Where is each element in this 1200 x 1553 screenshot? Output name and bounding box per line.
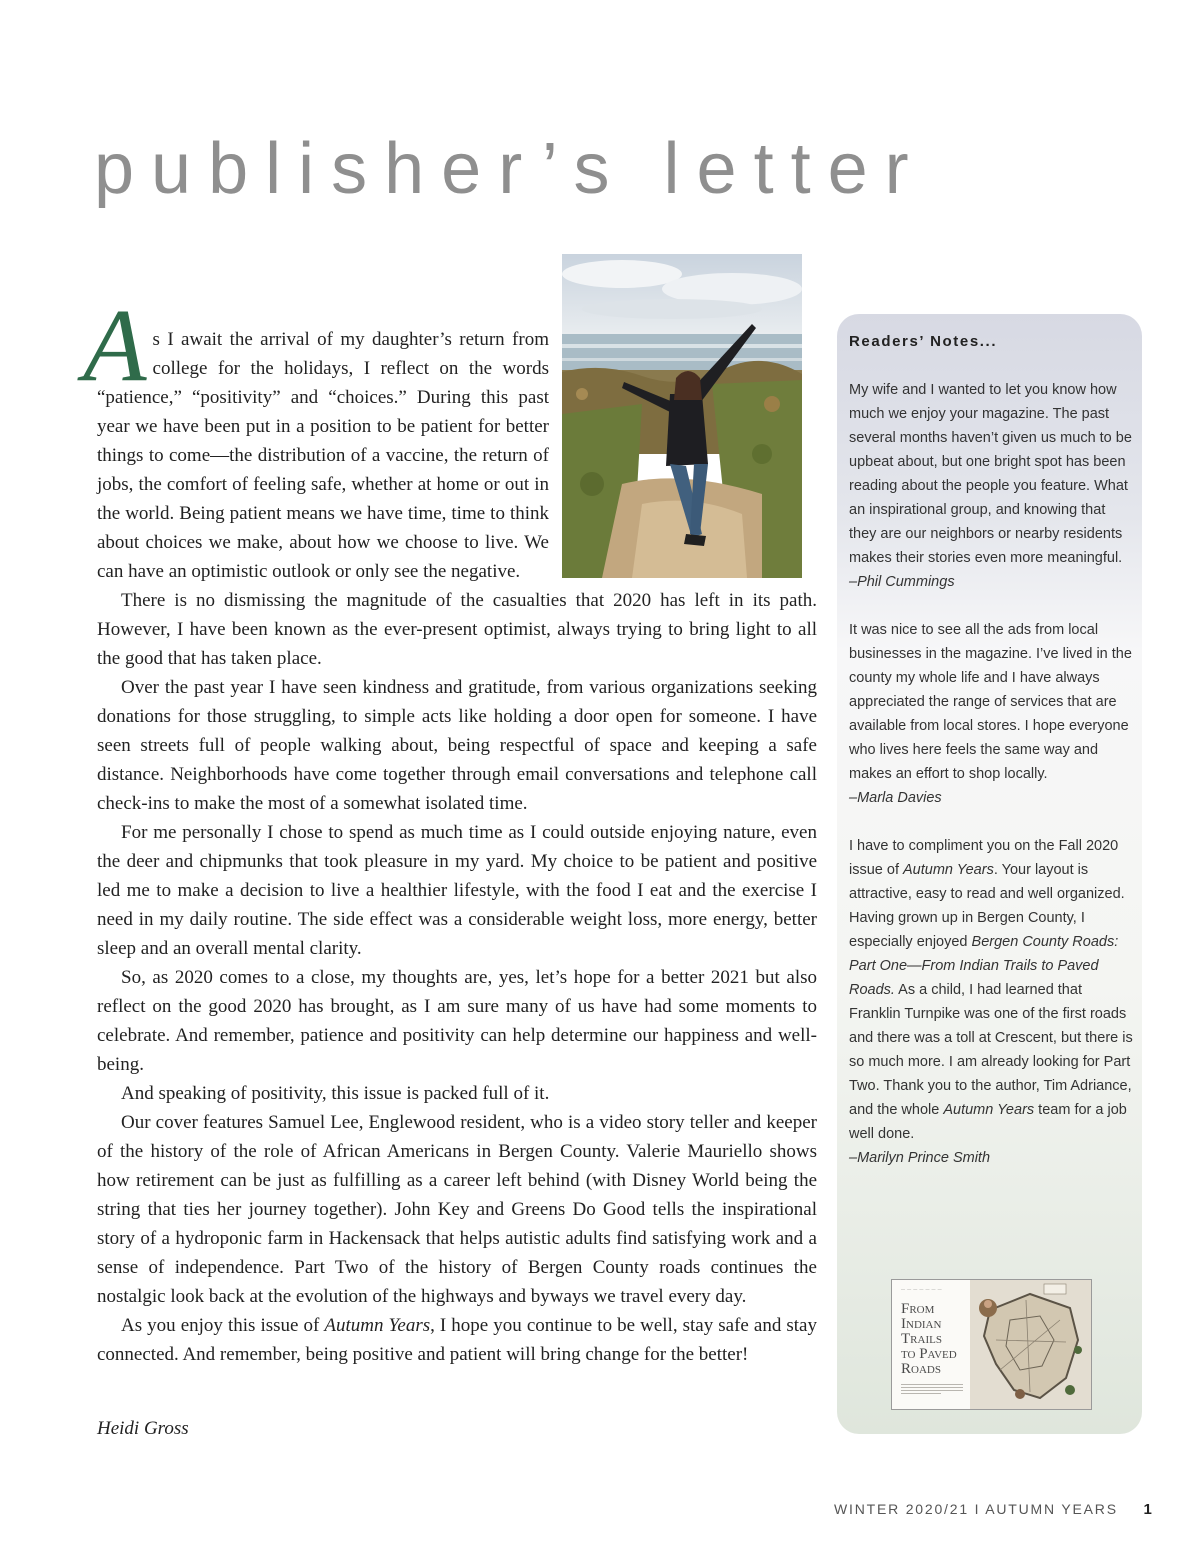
footer-issue: WINTER 2020/21 <box>834 1501 969 1517</box>
readers-notes-heading: Readers’ Notes... <box>849 333 998 350</box>
signature: Heidi Gross <box>97 1418 189 1439</box>
reader-note-text: It was nice to see all the ads from local businesses in the magazine. I’ve lived in the county my whole life and I have always appreciated the range of services that are available from local stores. I hope everyone who lives here feels the same way and makes an effort to shop locally. <box>849 622 1132 782</box>
reader-note-3 <box>849 834 1135 1170</box>
cover-text-lines <box>901 1384 963 1396</box>
letter-paragraph-6: And speaking of positivity, this issue is packed full of it. <box>121 1083 550 1104</box>
map-illustration <box>970 1280 1091 1409</box>
drop-cap: A <box>83 288 147 403</box>
cover-small-text: — — — — — — — <box>901 1286 943 1291</box>
reader-note-text: My wife and I wanted to let you know how much we enjoy your magazine. The past several months haven’t given us much to be upbeat about, but one bright spot has been reading about the people you feature. What an inspirational group, and knowing that they are our neighbors or nearby residents makes their stories even more meaningful. <box>849 382 1132 566</box>
article-cover-thumbnail <box>891 1279 1092 1410</box>
reader-note-author: –Marilyn Prince Smith <box>849 1150 991 1166</box>
page-title: publisher’s letter <box>94 129 926 209</box>
letter-paragraph-7: Our cover features Samuel Lee, Englewood resident, who is a video story teller and keeper of the history of the role of African Americans in Bergen County. Valerie Mauriello shows how retirement can be just as fulfilling as a career left behind (with Disney World being the string that ties her journey together). John Key and Greens Do Good tells the inspirational story of a hydroponic farm in Hackensack that helps autistic adults find satisfying work and a sense of independence. Part Two of the history of Bergen County roads continues the nostalgic look back at the evolution of the highways and byways we travel every day. <box>97 1112 817 1307</box>
reader-note-2 <box>849 618 1135 810</box>
reader-note-1 <box>849 378 1135 594</box>
footer-separator: I <box>974 1501 981 1517</box>
letter-paragraph-5: So, as 2020 comes to a close, my thoughts are, yes, let’s hope for a better 2021 but also reflect on the good 2020 has brought, as I am sure many of us have had some moments to celebrate. And remember, patience and positivity can help determine our happiness and well-being. <box>97 967 817 1075</box>
page-footer <box>834 1501 1152 1518</box>
letter-body <box>83 288 817 1369</box>
footer-magazine: AUTUMN YEARS <box>985 1501 1118 1517</box>
reader-note-author: –Marla Davies <box>849 790 942 806</box>
letter-paragraph-8: As you enjoy this issue of Autumn Years, I hope you continue to be well, stay safe and stay connected. And remember, being positive and patient will bring change for the better! <box>97 1315 817 1365</box>
letter-paragraph-1: As I await the arrival of my daughter’s return from college for the holidays, I reflect on the words “patience,” “positivity” and “choices.” During this past year we have been put in a position to be patient for better things to come—the distribution of a vaccine, the return of jobs, the comfort of feeling safe, whether at home or out in the world. Being patient means we have time, time to think about choices we make, about how we choose to live. We can have an optimistic outlook or only see the negative. <box>83 288 549 582</box>
letter-paragraph-2: There is no dismissing the magnitude of the casualties that 2020 has left in its path. However, I have been known as the ever-present optimist, always trying to bring light to all the good that has taken place. <box>97 590 817 669</box>
readers-notes-box <box>837 314 1142 1434</box>
letter-paragraph-3: Over the past year I have seen kindness and gratitude, from various organizations seeking donations for those struggling, to simple acts like holding a door open for someone. I have seen streets full of people walking about, being respectful of space and keeping a safe distance. Neighborhoods have come together through email conversations and telephone call check-ins to make the most of a somewhat isolated time. <box>97 677 817 814</box>
reader-note-author: –Phil Cummings <box>849 574 955 590</box>
cover-title: From Indian Trails to Paved Roads <box>901 1301 957 1377</box>
page-number: 1 <box>1143 1501 1152 1518</box>
letter-paragraph-4: For me personally I chose to spend as much time as I could outside enjoying nature, even the deer and chipmunks that took pleasure in my yard. My choice to be patient and positive led me to make a decision to live a healthier lifestyle, with the food I eat and the exercise I need in my daily routine. The side effect was a considerable weight loss, more energy, better sleep and an overall mental clarity. <box>97 822 817 959</box>
reader-note-text: I have to compliment you on the Fall 2020 issue of Autumn Years. Your layout is attractive, easy to read and well organized. Having grown up in Bergen County, I especially enjoyed Bergen County Roads: Part One—From Indian Trails to Paved Roads. As a child, I had learned that Franklin Turnpike was one of the first roads and there was a toll at Crescent, but there is so much more. I am already looking for Part Two. Thank you to the author, Tim Adriance, and the whole Autumn Years team for a job well done. <box>849 838 1133 1142</box>
